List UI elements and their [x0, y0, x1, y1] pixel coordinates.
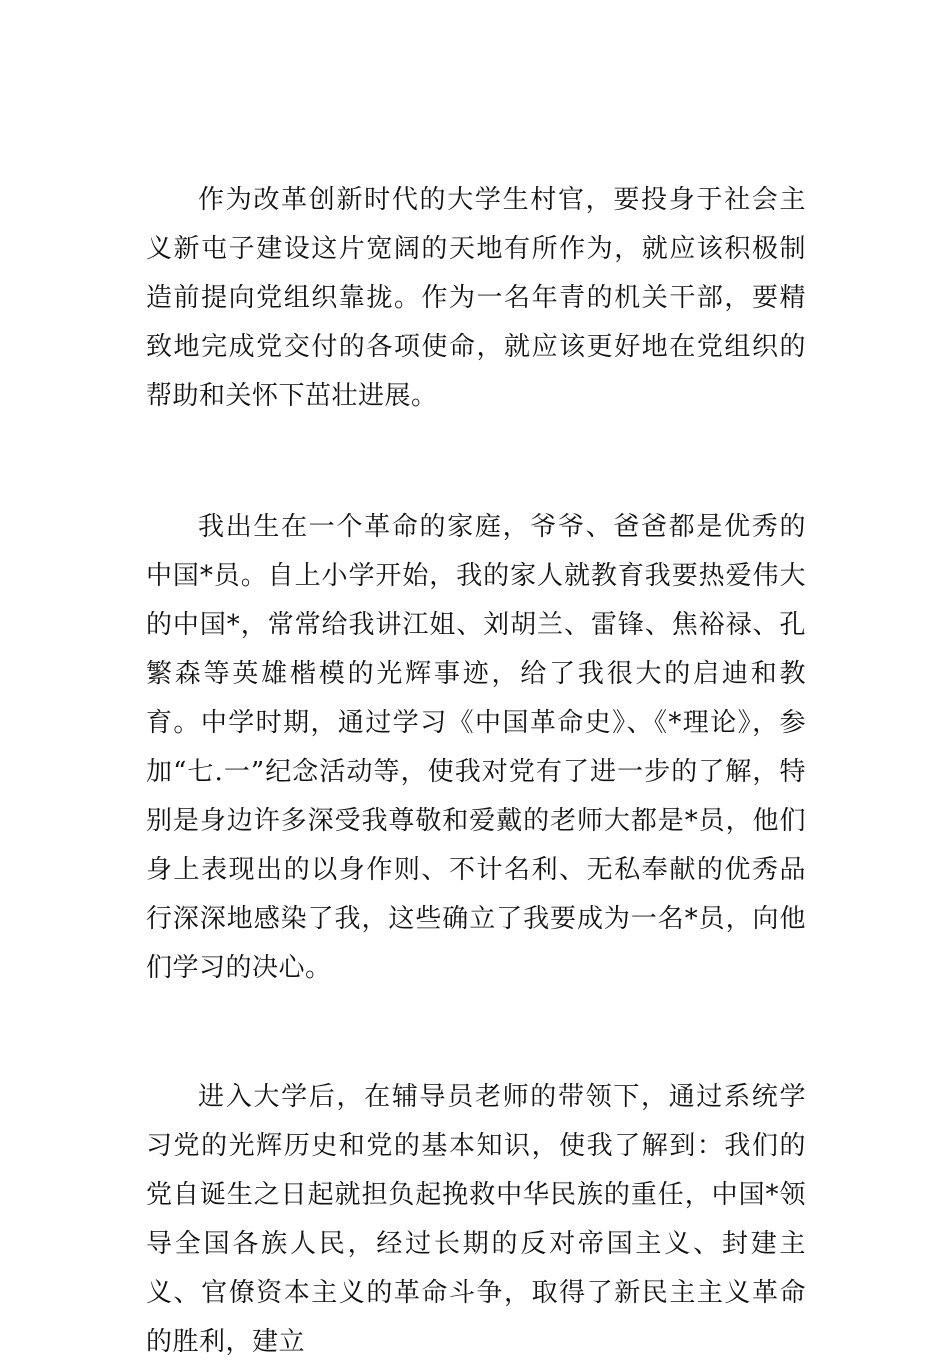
paragraph-1: 作为改革创新时代的大学生村官，要投身于社会主义新屯子建设这片宽阔的天地有所作为，就应该积极制造前提向党组织靠拢。作为一名年青的机关干部，要精致地完成党交付的各项使命，就应该更好地在党组织的帮助和关怀下茁壮进展。: [146, 185, 806, 411]
paragraph-3: 进入大学后，在辅导员老师的带领下，通过系统学习党的光辉历史和党的基本知识，使我了解到：我们的党自诞生之日起就担负起挽救中华民族的重任，中国*领导全国各族人民，经过长期的反对帝国主义、封建主义、官僚资本主义的革命斗争，取得了新民主主义革命的胜利，建立: [146, 1082, 806, 1357]
paragraph-2: 我出生在一个革命的家庭，爷爷、爸爸都是优秀的中国*员。自上小学开始，我的家人就教育我要热爱伟大的中国*，常常给我讲江姐、刘胡兰、雷锋、焦裕禄、孔繁森等英雄楷模的光辉事迹，给了我很大的启迪和教育。中学时期，通过学习《中国革命史》、《*理论》，参加“七.一”纪念活动等，使我对党有了进一步的了解，特别是身边许多深受我尊敬和爱戴的老师大都是*员，他们身上表现出的以身作则、不计名利、无私奉献的优秀品行深深地感染了我，这些确立了我要成为一名*员，向他们学习的决心。: [146, 512, 806, 983]
document-page: [146, 176, 806, 1367]
